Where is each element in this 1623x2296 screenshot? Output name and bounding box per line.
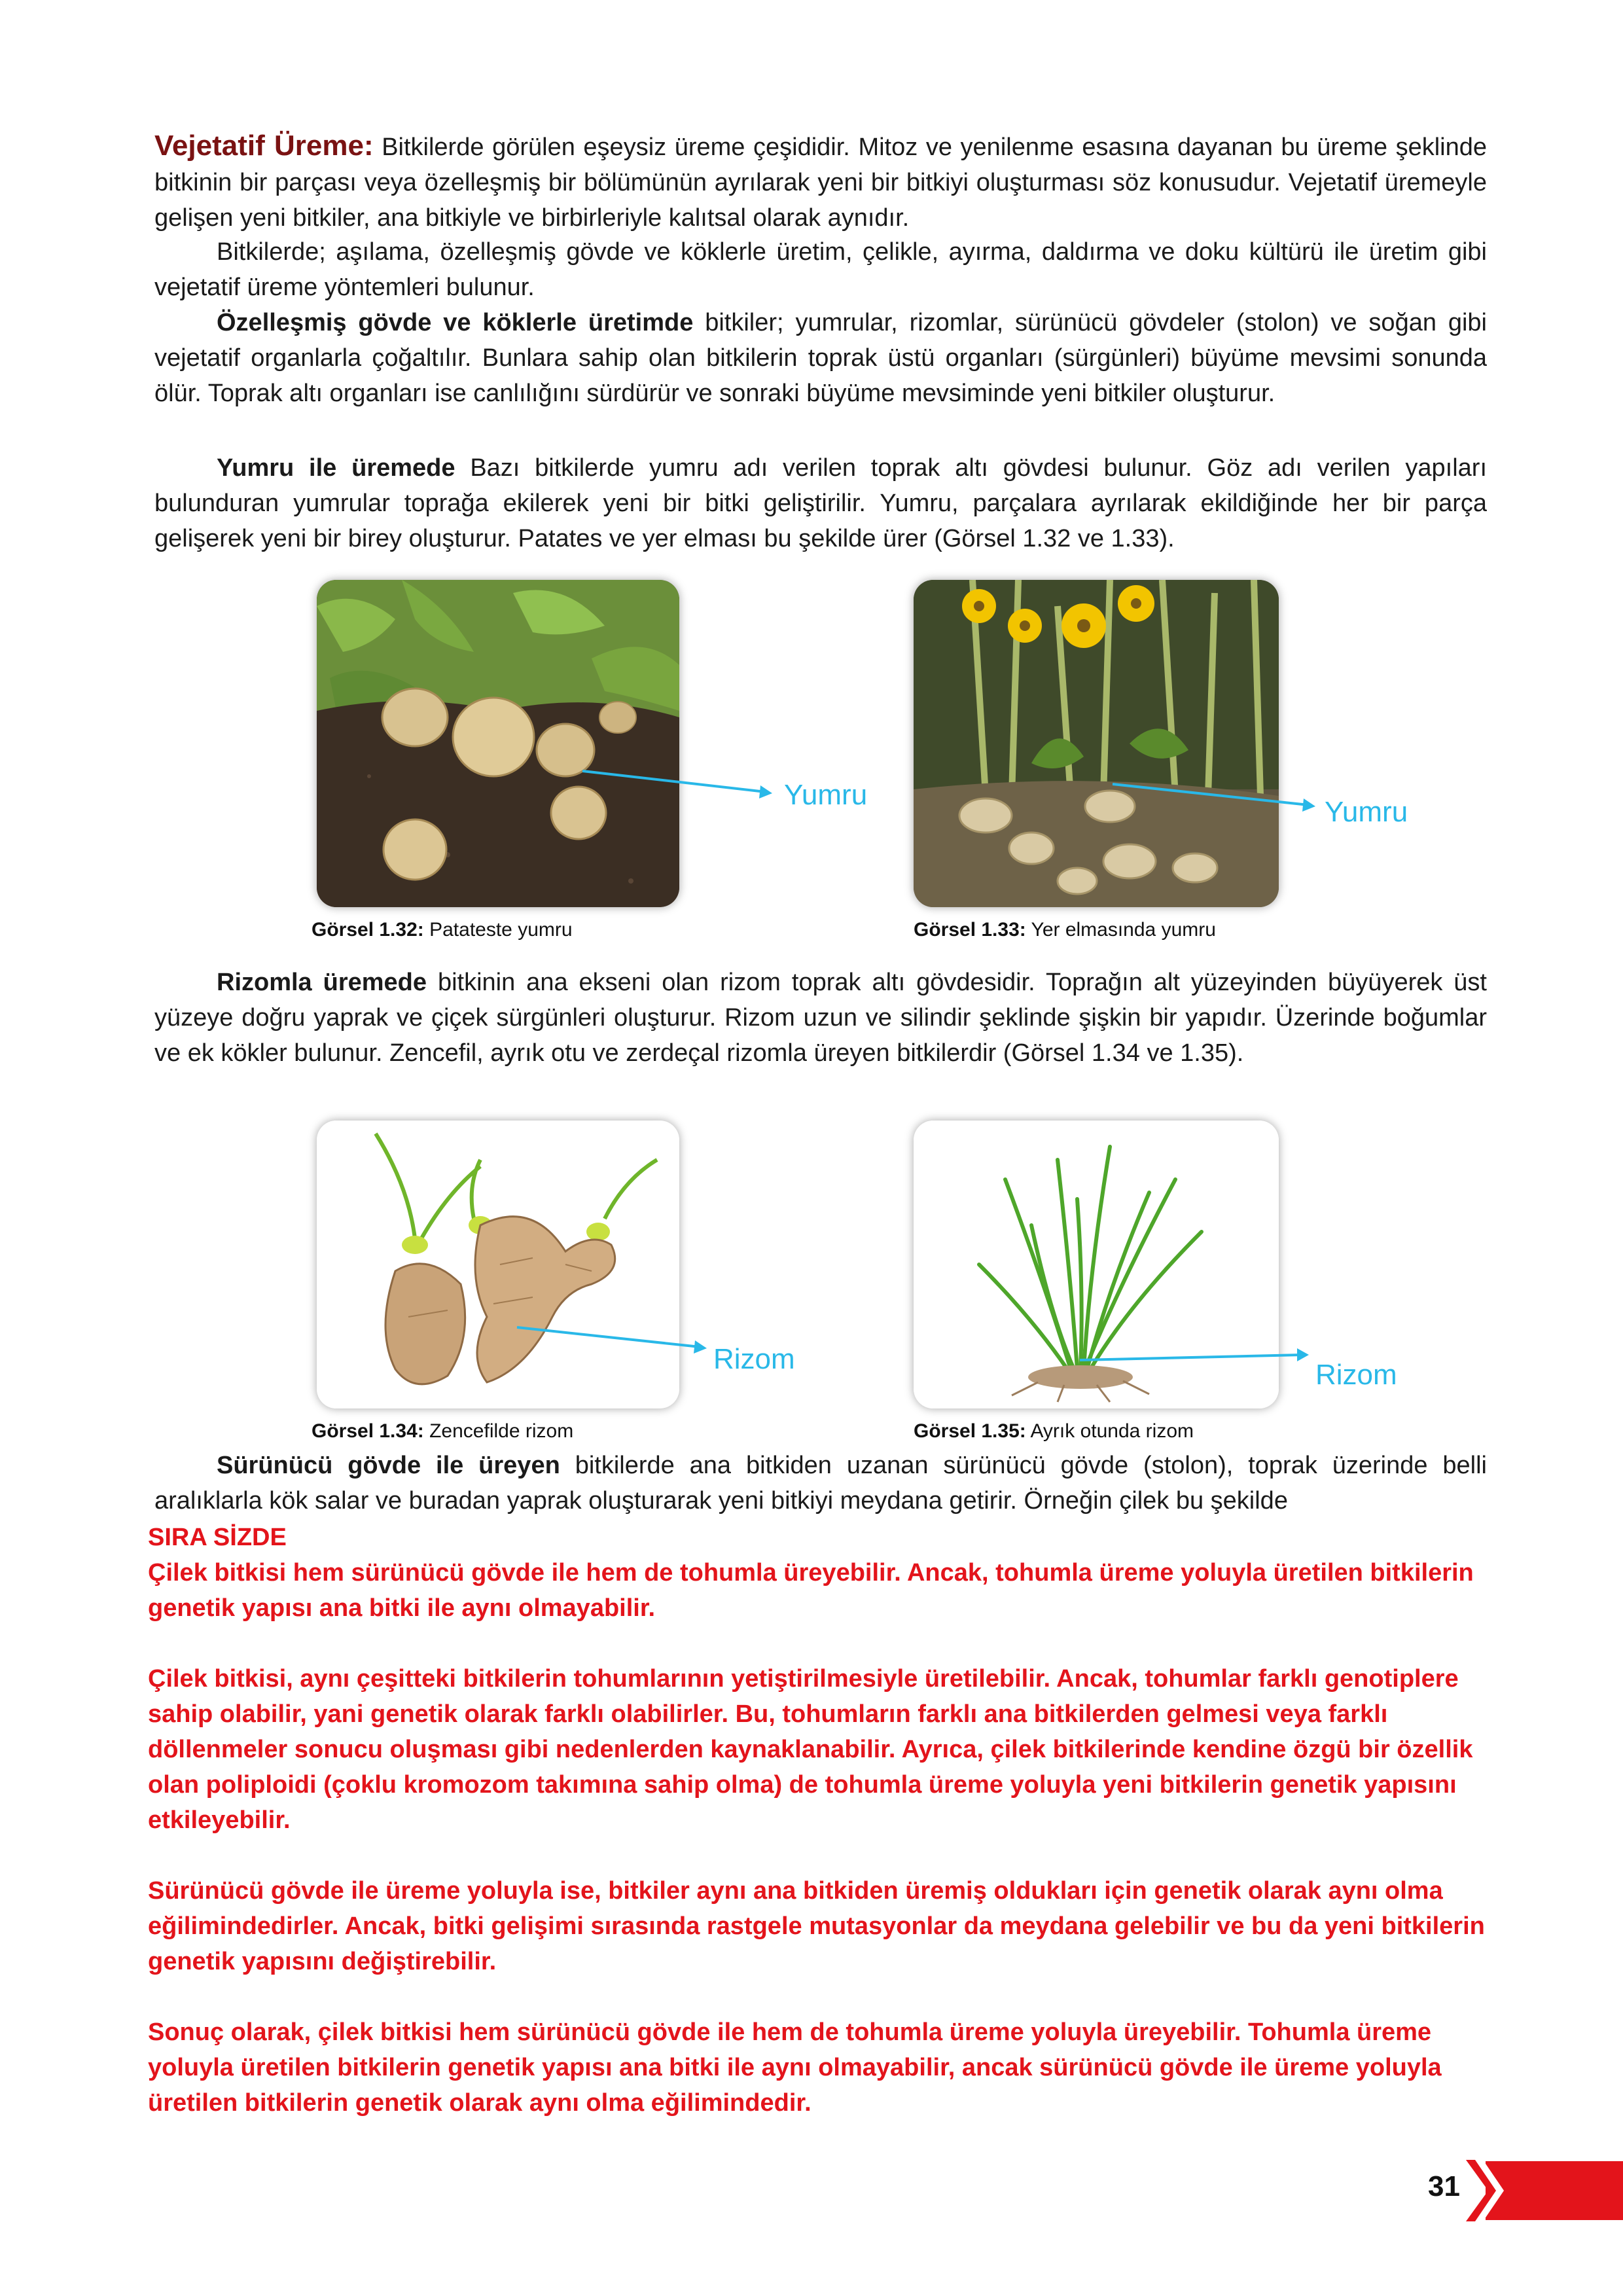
ginger-image bbox=[317, 1121, 679, 1408]
caption-figure-1-34 bbox=[312, 1420, 573, 1443]
paragraph-rizom bbox=[154, 965, 1487, 1071]
page-number: 31 bbox=[1428, 2170, 1460, 2202]
paragraph-yumru bbox=[154, 450, 1487, 556]
bold-term: Yumru ile üremede bbox=[217, 454, 455, 482]
caption-text: Patateste yumru bbox=[423, 919, 573, 941]
page-corner-tab bbox=[1486, 2161, 1623, 2220]
caption-figure-1-35 bbox=[914, 1420, 1194, 1443]
sira-sizde-answer-1: Çilek bitkisi, aynı çeşitteki bitkilerin tohumlarının yetiştirilmesiyle üretilebilir. Ancak, tohumlar farklı genotiplere sahip olabilir, yani genetik olarak farklı olabilirler. Bu, tohumların farklı ana bitkilerden gelmesi veya farklı döllenmeler sonucu oluşması gibi nedenlerden kaynaklanabilir. Ayrıca, çilek bitkilerinde kendine özgü bir özellik olan poliploidi (çoklu kromozom takımına sahip olma) de tohumla üreme yoluyla yeni bitkilerin genetik yapısını etkileyebilir. bbox=[148, 1665, 1473, 1834]
paragraph-text: bitkiler; yumrular, rizomlar, sürünücü gövdeler (stolon) ve soğan gibi vejetatif organlarla çoğaltılır. Bunlara sahip olan bitkilerin toprak üstü organları (sürgünleri) büyüme mevsimi sonunda ölür. Toprak altı organları ise canlılığını sürdürür ve sonraki büyüme mevsiminde yeni bitkiler oluşturur. bbox=[154, 309, 1487, 407]
paragraph-ozellesmis-govde bbox=[154, 305, 1487, 411]
caption-number: Görsel 1.32: bbox=[312, 919, 424, 941]
caption-figure-1-32 bbox=[312, 919, 573, 941]
caption-number: Görsel 1.33: bbox=[914, 919, 1026, 941]
term-vejetatif-ureme: Vejetatif Üreme: bbox=[154, 130, 374, 162]
label-yumru-2: Yumru bbox=[1325, 796, 1408, 828]
paragraph-text: bitkilerde ana bitkiden uzanan sürünücü gövde (stolon), toprak üzerinde belli aralıklarla kök salar ve buradan yaprak oluşturarak yeni bitkiyi meydana getirir. Örneğin çilek bu şekilde bbox=[154, 1452, 1487, 1515]
figure-ginger-rhizome bbox=[317, 1121, 679, 1408]
arrow-rizom-1 bbox=[510, 1322, 720, 1361]
sira-sizde-question: Çilek bitkisi hem sürünücü gövde ile hem de tohumla üreyebilir. Ancak, tohumla üreme yoluyla üretilen bitkilerin genetik yapısı ana bitki ile aynı olmayabilir. bbox=[148, 1559, 1474, 1622]
caption-figure-1-33 bbox=[914, 919, 1216, 941]
paragraph-surunucu-govde bbox=[154, 1448, 1487, 1518]
paragraph-yontemler bbox=[154, 234, 1487, 305]
caption-text: Ayrık otunda rizom bbox=[1026, 1420, 1194, 1442]
potato-image bbox=[317, 580, 679, 907]
label-rizom-1: Rizom bbox=[713, 1343, 795, 1375]
caption-text: Yer elmasında yumru bbox=[1026, 919, 1216, 941]
bold-term: Özelleşmiş gövde ve köklerle üretimde bbox=[217, 309, 694, 336]
label-rizom-2: Rizom bbox=[1315, 1359, 1397, 1391]
chevron-right-icon bbox=[1466, 2160, 1505, 2221]
paragraph-vejetatif-ureme bbox=[154, 128, 1487, 236]
caption-text: Zencefilde rizom bbox=[423, 1420, 574, 1442]
paragraph-text: bitkinin ana ekseni olan rizom toprak altı gövdesidir. Toprağın alt yüzeyinden büyüyerek üst yüzeye doğru yaprak ve çiçek sürgünleri oluşturur. Rizom uzun ve silindir şeklinde şişkin bir yapıdır. Üzerinde boğumlar ve ek kökler bulunur. Zencefil, ayrık otu ve zerdeçal rizomla üreyen bitkilerdir (Görsel 1.34 ve 1.35). bbox=[154, 969, 1487, 1067]
bold-term: Rizomla üremede bbox=[217, 969, 427, 996]
arrow-yumru-2 bbox=[1106, 779, 1329, 818]
sira-sizde-answer-3: Sonuç olarak, çilek bitkisi hem sürünücü gövde ile hem de tohumla üreme yoluyla üreyebilir. Tohumla üreme yoluyla üretilen bitkilerin genetik yapısı ana bitki ile aynı olmayabilir, ancak sürünücü gövde ile üreme yoluyla üretilen bitkilerin genetik olarak aynı olma eğilimindedir. bbox=[148, 2018, 1442, 2117]
paragraph-text: Bitkilerde görülen eşeysiz üreme çeşididir. Mitoz ve yenilenme esasına dayanan bu üreme şeklinde bitkinin bir parçası veya özelleşmiş bir bölümünün ayrılarak yeni bir bitkiyi oluşturması söz konusudur. Vejetatif üremeyle gelişen yeni bitkiler, ana bitkiyle ve birbirleriyle kalıtsal olarak aynıdır. bbox=[154, 134, 1487, 232]
paragraph-text: Bazı bitkilerde yumru adı verilen toprak altı gövdesi bulunur. Göz adı verilen yapıları bulunduran yumrular toprağa ekilerek yeni bir bitki geliştirilir. Yumru, parçalara ayrılarak ekildiğinde her bir parça gelişerek yeni bir birey oluşturur. Patates ve yer elması bu şekilde ürer (Görsel 1.32 ve 1.33). bbox=[154, 454, 1488, 552]
caption-number: Görsel 1.35: bbox=[914, 1420, 1026, 1442]
figure-potato-tuber bbox=[317, 580, 679, 907]
sira-sizde-title: SIRA SİZDE bbox=[148, 1524, 287, 1551]
bold-term: Sürünücü gövde ile üreyen bbox=[217, 1452, 560, 1479]
caption-number: Görsel 1.34: bbox=[312, 1420, 424, 1442]
label-yumru-1: Yumru bbox=[784, 779, 868, 811]
figure-jerusalem-artichoke-tuber bbox=[914, 580, 1279, 907]
arrow-yumru-1 bbox=[576, 766, 785, 805]
arrow-rizom-2 bbox=[1073, 1340, 1322, 1380]
sira-sizde-answer-2: Sürünücü gövde ile üreme yoluyla ise, bitkiler aynı ana bitkiden üremiş oldukları için genetik olarak aynı olma eğilimindedirler. Ancak, bitki gelişimi sırasında rastgele mutasyonlar da meydana gelebilir ve bu da yeni bitkilerin genetik yapısını değiştirebilir. bbox=[148, 1877, 1485, 1975]
jerusalem-artichoke-image bbox=[914, 580, 1279, 907]
paragraph-text: Bitkilerde; aşılama, özelleşmiş gövde ve köklerle üretim, çelikle, ayırma, daldırma ve doku kültürü ile üretim gibi vejetatif üreme yöntemleri bulunur. bbox=[154, 238, 1487, 301]
